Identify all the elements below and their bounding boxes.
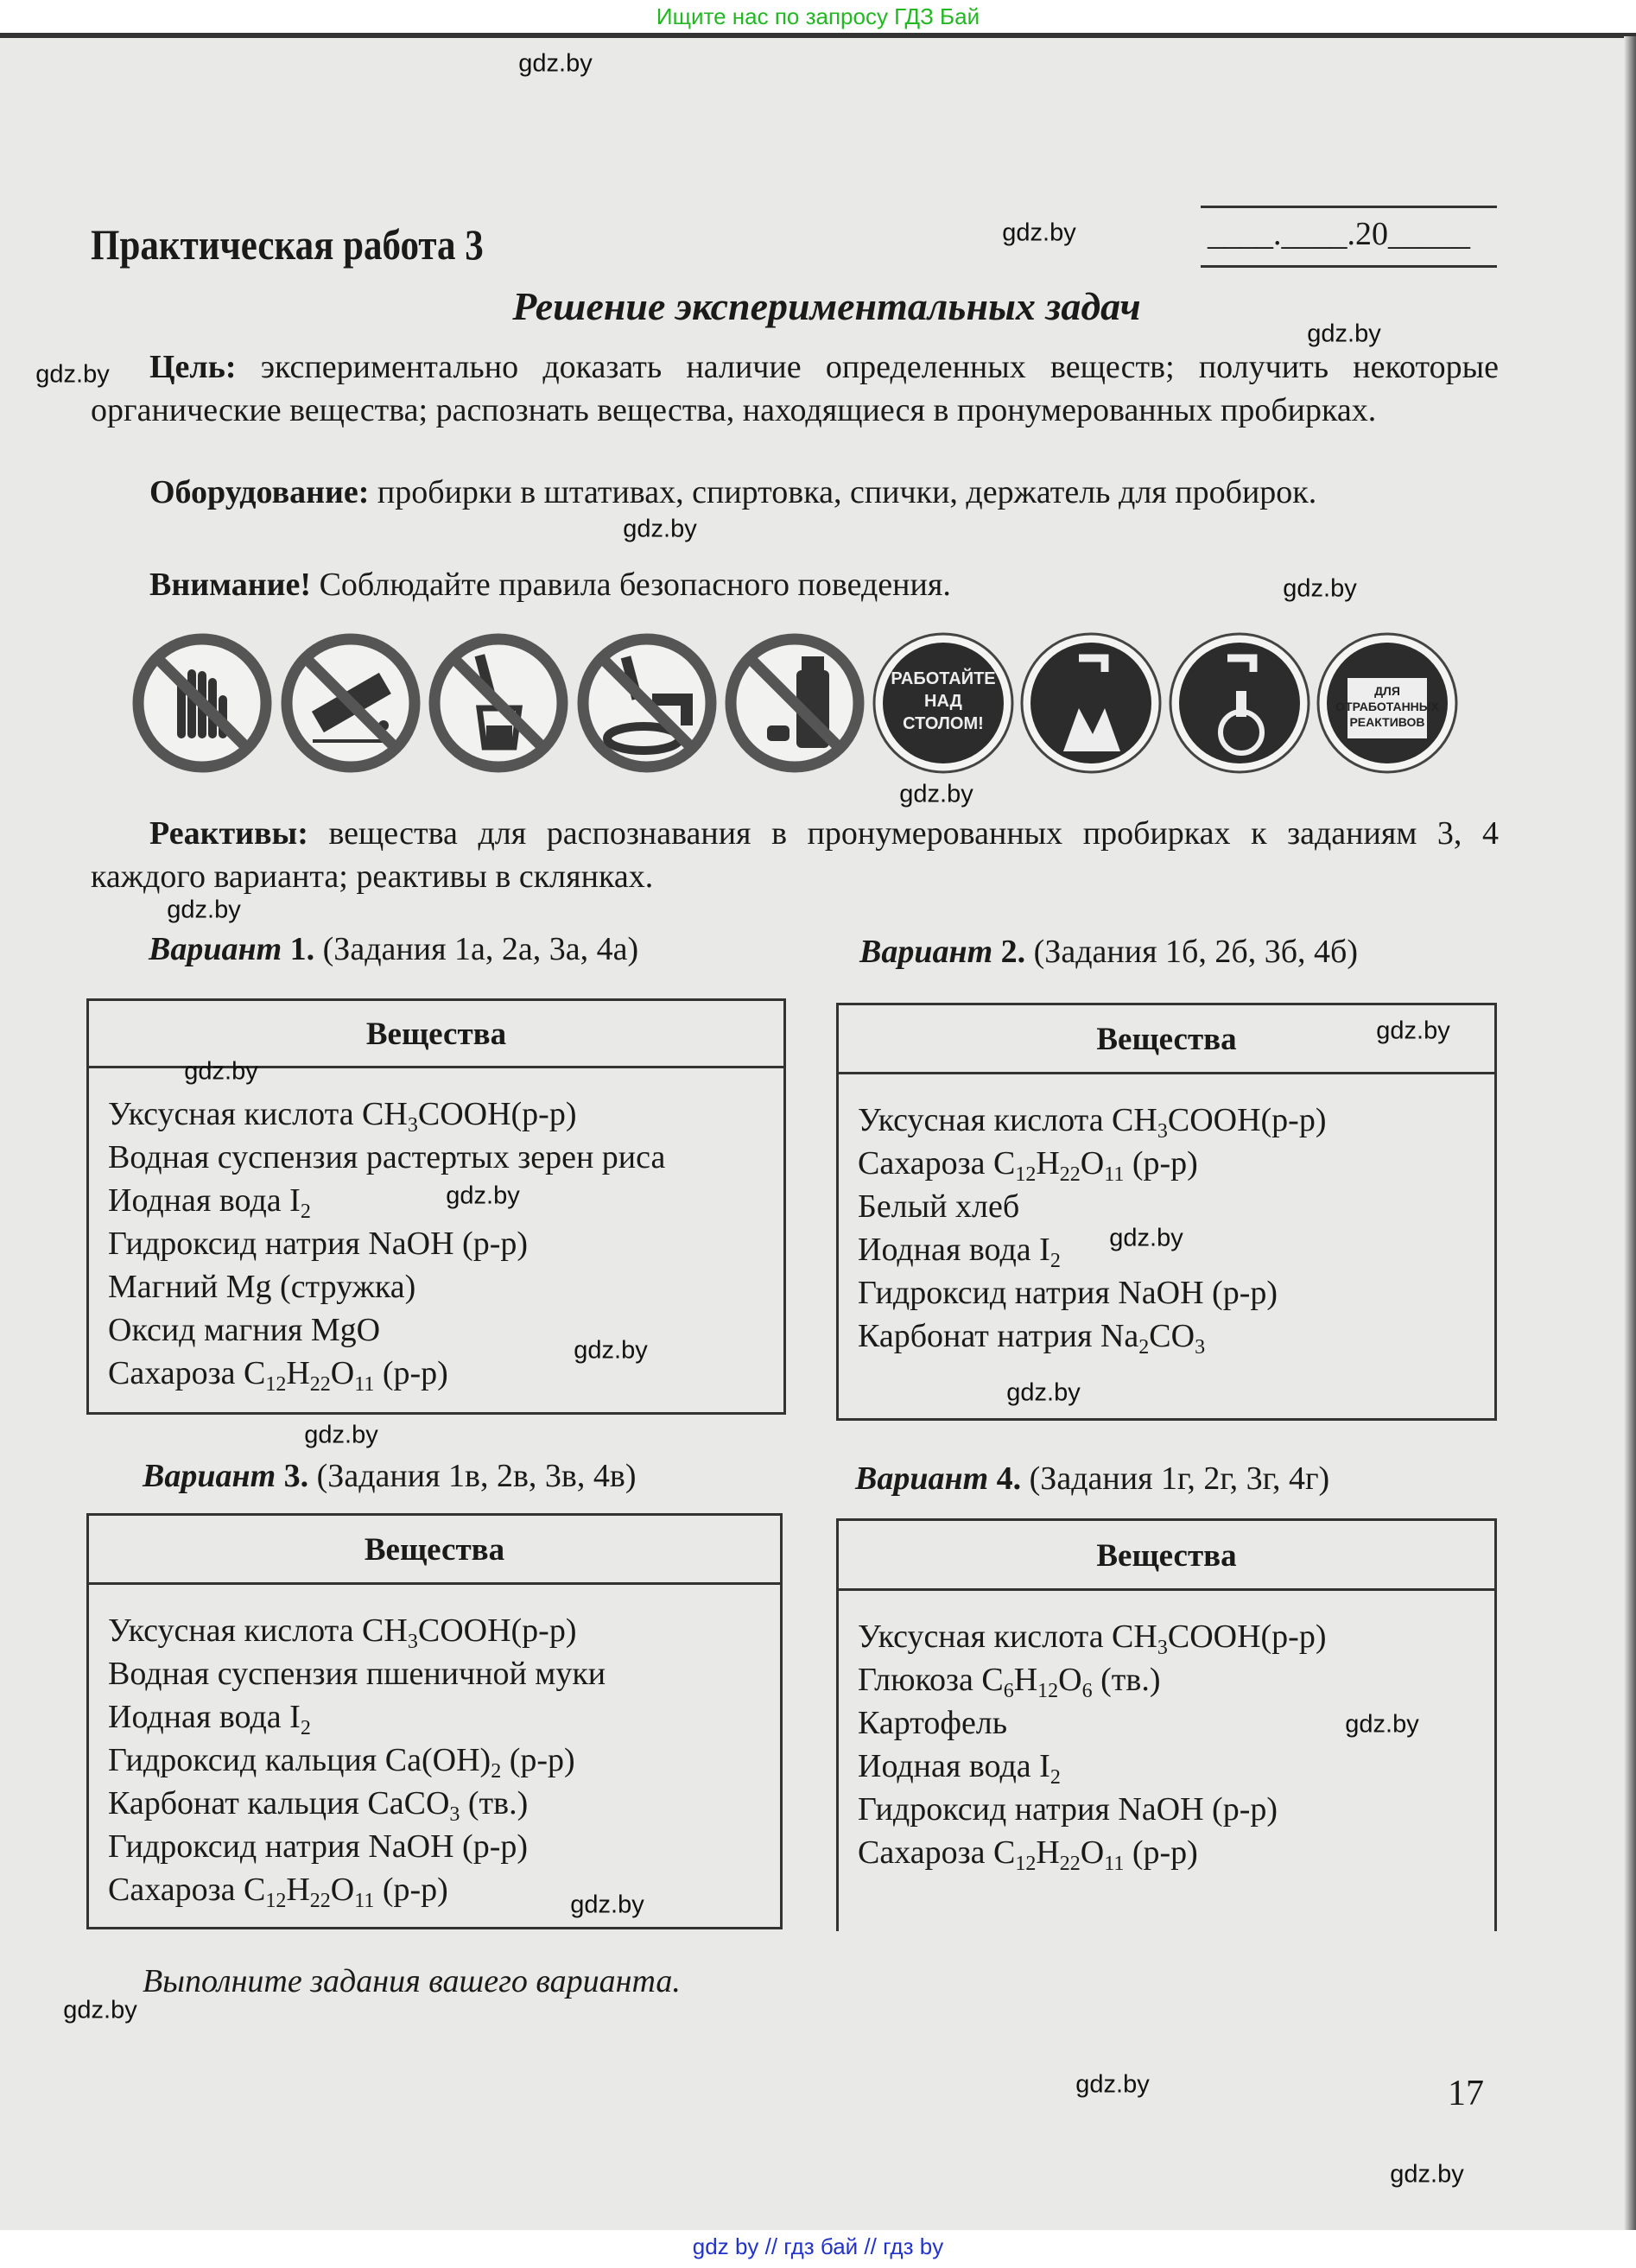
- substance-item: [108, 1093, 783, 1136]
- table-header: Вещества: [839, 1521, 1494, 1591]
- watermark: gdz.by: [304, 1421, 378, 1449]
- icon-text: РЕАКТИВОВ: [1349, 715, 1425, 729]
- subscript: 22: [1059, 1163, 1081, 1186]
- substance-item: [858, 1615, 1494, 1658]
- subscript: 3: [1157, 1637, 1168, 1659]
- variant-label: Вариант: [143, 1458, 276, 1494]
- substance-text: (р-р): [374, 1355, 448, 1391]
- substance-text: COOH(р-р): [417, 1096, 577, 1132]
- substance-text: Карбонат кальция CaCO: [108, 1785, 450, 1821]
- substance-text: (тв.): [460, 1785, 529, 1821]
- substance-text: O: [1080, 1145, 1105, 1182]
- substance-item: [108, 1609, 780, 1652]
- substance-text: O: [1080, 1834, 1105, 1871]
- table-body: [89, 1068, 783, 1395]
- variant-number: 4.: [988, 1460, 1022, 1497]
- substance-text: Сахароза C: [108, 1355, 266, 1391]
- table-header: Вещества: [89, 1516, 780, 1585]
- subscript: 11: [1104, 1163, 1125, 1186]
- watermark: gdz.by: [35, 360, 110, 389]
- substance-text: Гидроксид кальция Ca(OH): [108, 1742, 491, 1778]
- subscript: 2: [1049, 1766, 1061, 1789]
- watermark: gdz.by: [570, 1891, 644, 1919]
- substances-table: [836, 1003, 1497, 1421]
- subscript: 22: [1059, 1853, 1081, 1875]
- subscript: 2: [300, 1717, 311, 1739]
- watermark: gdz.by: [1345, 1710, 1419, 1739]
- watermark: gdz.by: [518, 49, 593, 78]
- substance-text: O: [330, 1355, 355, 1391]
- variant-heading: [855, 1460, 1329, 1498]
- subscript: 12: [1015, 1163, 1037, 1186]
- substance-text: H: [286, 1355, 310, 1391]
- waste-reagents-icon: [1315, 630, 1460, 776]
- attention-label: Внимание!: [149, 567, 312, 603]
- variant-tasks: (Задания 1а, 2а, 3а, 4а): [314, 931, 639, 967]
- page-subtitle: Решение экспериментальных задач: [512, 284, 1141, 328]
- watermark: gdz.by: [623, 515, 697, 543]
- substance-item: [108, 1652, 780, 1695]
- subscript: 3: [407, 1631, 418, 1653]
- attention-text: Соблюдайте правила безопасного поведения.: [311, 567, 951, 603]
- subscript: 2: [1138, 1336, 1150, 1359]
- substance-item: [108, 1825, 780, 1868]
- substance-text: Карбонат натрия Na: [858, 1318, 1139, 1354]
- substance-text: Гидроксид натрия NaOH (р-р): [858, 1791, 1278, 1828]
- subscript: 12: [1015, 1853, 1037, 1875]
- substance-item: [108, 1695, 780, 1739]
- variant-number: 2.: [992, 934, 1026, 970]
- subscript: 3: [449, 1803, 460, 1826]
- work-over-table-icon: [871, 630, 1016, 776]
- variant-number: 3.: [276, 1458, 309, 1494]
- subscript: 12: [265, 1890, 287, 1912]
- substance-item: [108, 1136, 783, 1179]
- watermark: gdz.by: [167, 896, 241, 924]
- substance-text: COOH(р-р): [1167, 1102, 1327, 1138]
- substance-text: Иодная вода I: [108, 1182, 301, 1219]
- equipment-paragraph: [91, 471, 1499, 514]
- no-touch-hand-icon: [130, 630, 275, 776]
- page-edge-shadow: [1624, 36, 1636, 2230]
- substance-text: Картофель: [858, 1705, 1008, 1741]
- substance-text: (р-р): [1124, 1145, 1198, 1182]
- substance-text: Глюкоза C: [858, 1662, 1004, 1698]
- variant-tasks: (Задания 1б, 2б, 3б, 4б): [1025, 934, 1359, 970]
- substance-item: [108, 1782, 780, 1825]
- no-bottle-icon: [722, 630, 867, 776]
- substance-text: Оксид магния MgO: [108, 1312, 381, 1348]
- goal-label: Цель:: [149, 349, 237, 385]
- table-body: [89, 1585, 780, 1911]
- watermark: gdz.by: [446, 1182, 520, 1210]
- substance-text: H: [1036, 1834, 1060, 1871]
- variant-heading: [149, 930, 638, 968]
- substance-text: (р-р): [1124, 1834, 1198, 1871]
- substance-text: CO: [1149, 1318, 1195, 1354]
- subscript: 11: [1104, 1853, 1125, 1875]
- reagents-text: вещества для распознавания в пронумерованных пробирках к заданиям 3, 4 каждого варианта; реактивы в склянках.: [91, 815, 1499, 895]
- substance-item: [858, 1788, 1494, 1831]
- substance-text: COOH(р-р): [1167, 1619, 1327, 1655]
- substance-item: [108, 1265, 783, 1308]
- substance-text: Гидроксид натрия NaOH (р-р): [108, 1828, 529, 1865]
- watermark: gdz.by: [1390, 2160, 1464, 2189]
- instruction-note: Выполните задания вашего варианта.: [143, 1963, 681, 1999]
- substance-item: [858, 1831, 1494, 1874]
- substance-text: H: [1036, 1145, 1060, 1182]
- substance-text: Сахароза C: [858, 1145, 1016, 1182]
- goal-text: экспериментально доказать наличие определенных веществ; получить некоторые органические вещества; распознать вещества, находящиеся в пронумерованных пробирках.: [91, 349, 1499, 428]
- subscript: 3: [1157, 1120, 1168, 1143]
- substance-item: [108, 1352, 783, 1395]
- page-title: Практическая работа 3: [91, 220, 484, 269]
- substance-item: [858, 1185, 1494, 1228]
- substance-text: Уксусная кислота CH: [858, 1102, 1157, 1138]
- variant-tasks: (Задания 1г, 2г, 3г, 4г): [1021, 1460, 1330, 1497]
- substance-text: Иодная вода I: [108, 1699, 301, 1735]
- subscript: 2: [1049, 1250, 1061, 1272]
- watermark: gdz.by: [1075, 2070, 1150, 2099]
- table-header: Вещества: [89, 1001, 783, 1068]
- substances-table: [86, 1513, 783, 1929]
- no-pour-sink-icon: [574, 630, 720, 776]
- substance-text: H: [1013, 1662, 1038, 1698]
- page-number: 17: [1448, 2074, 1484, 2113]
- substance-item: [108, 1739, 780, 1782]
- substance-text: (р-р): [501, 1742, 575, 1778]
- date-field: ____.____.20_____: [1201, 206, 1497, 268]
- watermark: gdz.by: [1002, 219, 1076, 247]
- substance-item: [858, 1271, 1494, 1315]
- icon-text: СТОЛОМ!: [902, 714, 984, 733]
- substance-text: Гидроксид натрия NaOH (р-р): [858, 1275, 1278, 1311]
- footer-links[interactable]: gdz by // гдз бай // гдз by: [692, 2233, 944, 2259]
- variant-tasks: (Задания 1в, 2в, 3в, 4в): [308, 1458, 637, 1494]
- subscript: 22: [309, 1890, 331, 1912]
- variant-label: Вариант: [855, 1460, 989, 1497]
- watermark: gdz.by: [1109, 1224, 1183, 1252]
- watermark: gdz.by: [1006, 1378, 1081, 1407]
- watermark: gdz.by: [63, 1996, 137, 2024]
- substance-text: COOH(р-р): [417, 1612, 577, 1649]
- substance-text: Уксусная кислота CH: [108, 1612, 408, 1649]
- variant-heading: [143, 1457, 636, 1495]
- equipment-label: Оборудование:: [149, 474, 370, 510]
- watermark: gdz.by: [899, 780, 973, 808]
- wash-hands-icon: [1018, 630, 1164, 776]
- subscript: 2: [491, 1760, 502, 1783]
- variant-number: 1.: [282, 931, 315, 967]
- watermark: gdz.by: [1307, 320, 1381, 348]
- substance-item: [858, 1142, 1494, 1185]
- substance-text: O: [1058, 1662, 1082, 1698]
- icon-text: ОТРАБОТАННЫХ: [1335, 700, 1439, 713]
- subscript: 12: [1037, 1680, 1059, 1702]
- watermark: gdz.by: [574, 1336, 648, 1365]
- subscript: 11: [354, 1890, 375, 1912]
- icon-text: ДЛЯ: [1374, 684, 1400, 698]
- reagents-paragraph: [91, 812, 1499, 898]
- variant-label: Вариант: [149, 931, 282, 967]
- subscript: 2: [300, 1201, 311, 1223]
- substance-item: [858, 1315, 1494, 1358]
- substance-text: Иодная вода I: [858, 1748, 1050, 1784]
- rinse-flask-icon: [1167, 630, 1312, 776]
- top-banner[interactable]: Ищите нас по запросу ГДЗ Бай: [656, 3, 980, 29]
- substance-item: [858, 1745, 1494, 1788]
- substance-text: (тв.): [1092, 1662, 1161, 1698]
- subscript: 11: [354, 1373, 375, 1396]
- substance-text: O: [330, 1872, 355, 1908]
- goal-paragraph: [91, 345, 1499, 432]
- substance-text: Магний Mg (стружка): [108, 1269, 416, 1305]
- substance-text: Сахароза C: [858, 1834, 1016, 1871]
- watermark: gdz.by: [1283, 574, 1357, 603]
- top-divider: [0, 33, 1636, 38]
- subscript: 22: [309, 1373, 331, 1396]
- substance-text: Иодная вода I: [858, 1232, 1050, 1268]
- substance-text: Уксусная кислота CH: [858, 1619, 1157, 1655]
- safety-icons-row: [130, 630, 1529, 777]
- substance-text: Водная суспензия растертых зерен риса: [108, 1139, 666, 1175]
- icon-text: РАБОТАЙТЕ: [890, 669, 996, 688]
- equipment-text: пробирки в штативах, спиртовка, спички, держатель для пробирок.: [369, 474, 1317, 510]
- substance-text: Белый хлеб: [858, 1188, 1020, 1225]
- substance-text: Сахароза C: [108, 1872, 266, 1908]
- variant-label: Вариант: [859, 934, 993, 970]
- substance-item: [108, 1868, 780, 1911]
- substance-text: H: [286, 1872, 310, 1908]
- variant-heading: [859, 933, 1358, 971]
- substance-item: [858, 1658, 1494, 1701]
- subscript: 3: [1195, 1336, 1206, 1359]
- watermark: gdz.by: [184, 1057, 258, 1086]
- substance-item: [858, 1099, 1494, 1142]
- no-heating-icon: [278, 630, 423, 776]
- table-header: Вещества: [839, 1005, 1494, 1074]
- subscript: 6: [1003, 1680, 1014, 1702]
- watermark: gdz.by: [1376, 1017, 1450, 1045]
- substance-item: [108, 1308, 783, 1352]
- reagents-label: Реактивы:: [149, 815, 308, 852]
- substance-text: Водная суспензия пшеничной муки: [108, 1656, 606, 1692]
- icon-text: НАД: [923, 692, 962, 711]
- substance-text: Гидроксид натрия NaOH (р-р): [108, 1226, 529, 1262]
- substance-text: (р-р): [374, 1872, 448, 1908]
- no-taste-icon: [426, 630, 571, 776]
- substance-text: Уксусная кислота CH: [108, 1096, 408, 1132]
- subscript: 12: [265, 1373, 287, 1396]
- table-body: [839, 1074, 1494, 1358]
- subscript: 6: [1081, 1680, 1093, 1702]
- subscript: 3: [407, 1114, 418, 1137]
- substance-item: [108, 1222, 783, 1265]
